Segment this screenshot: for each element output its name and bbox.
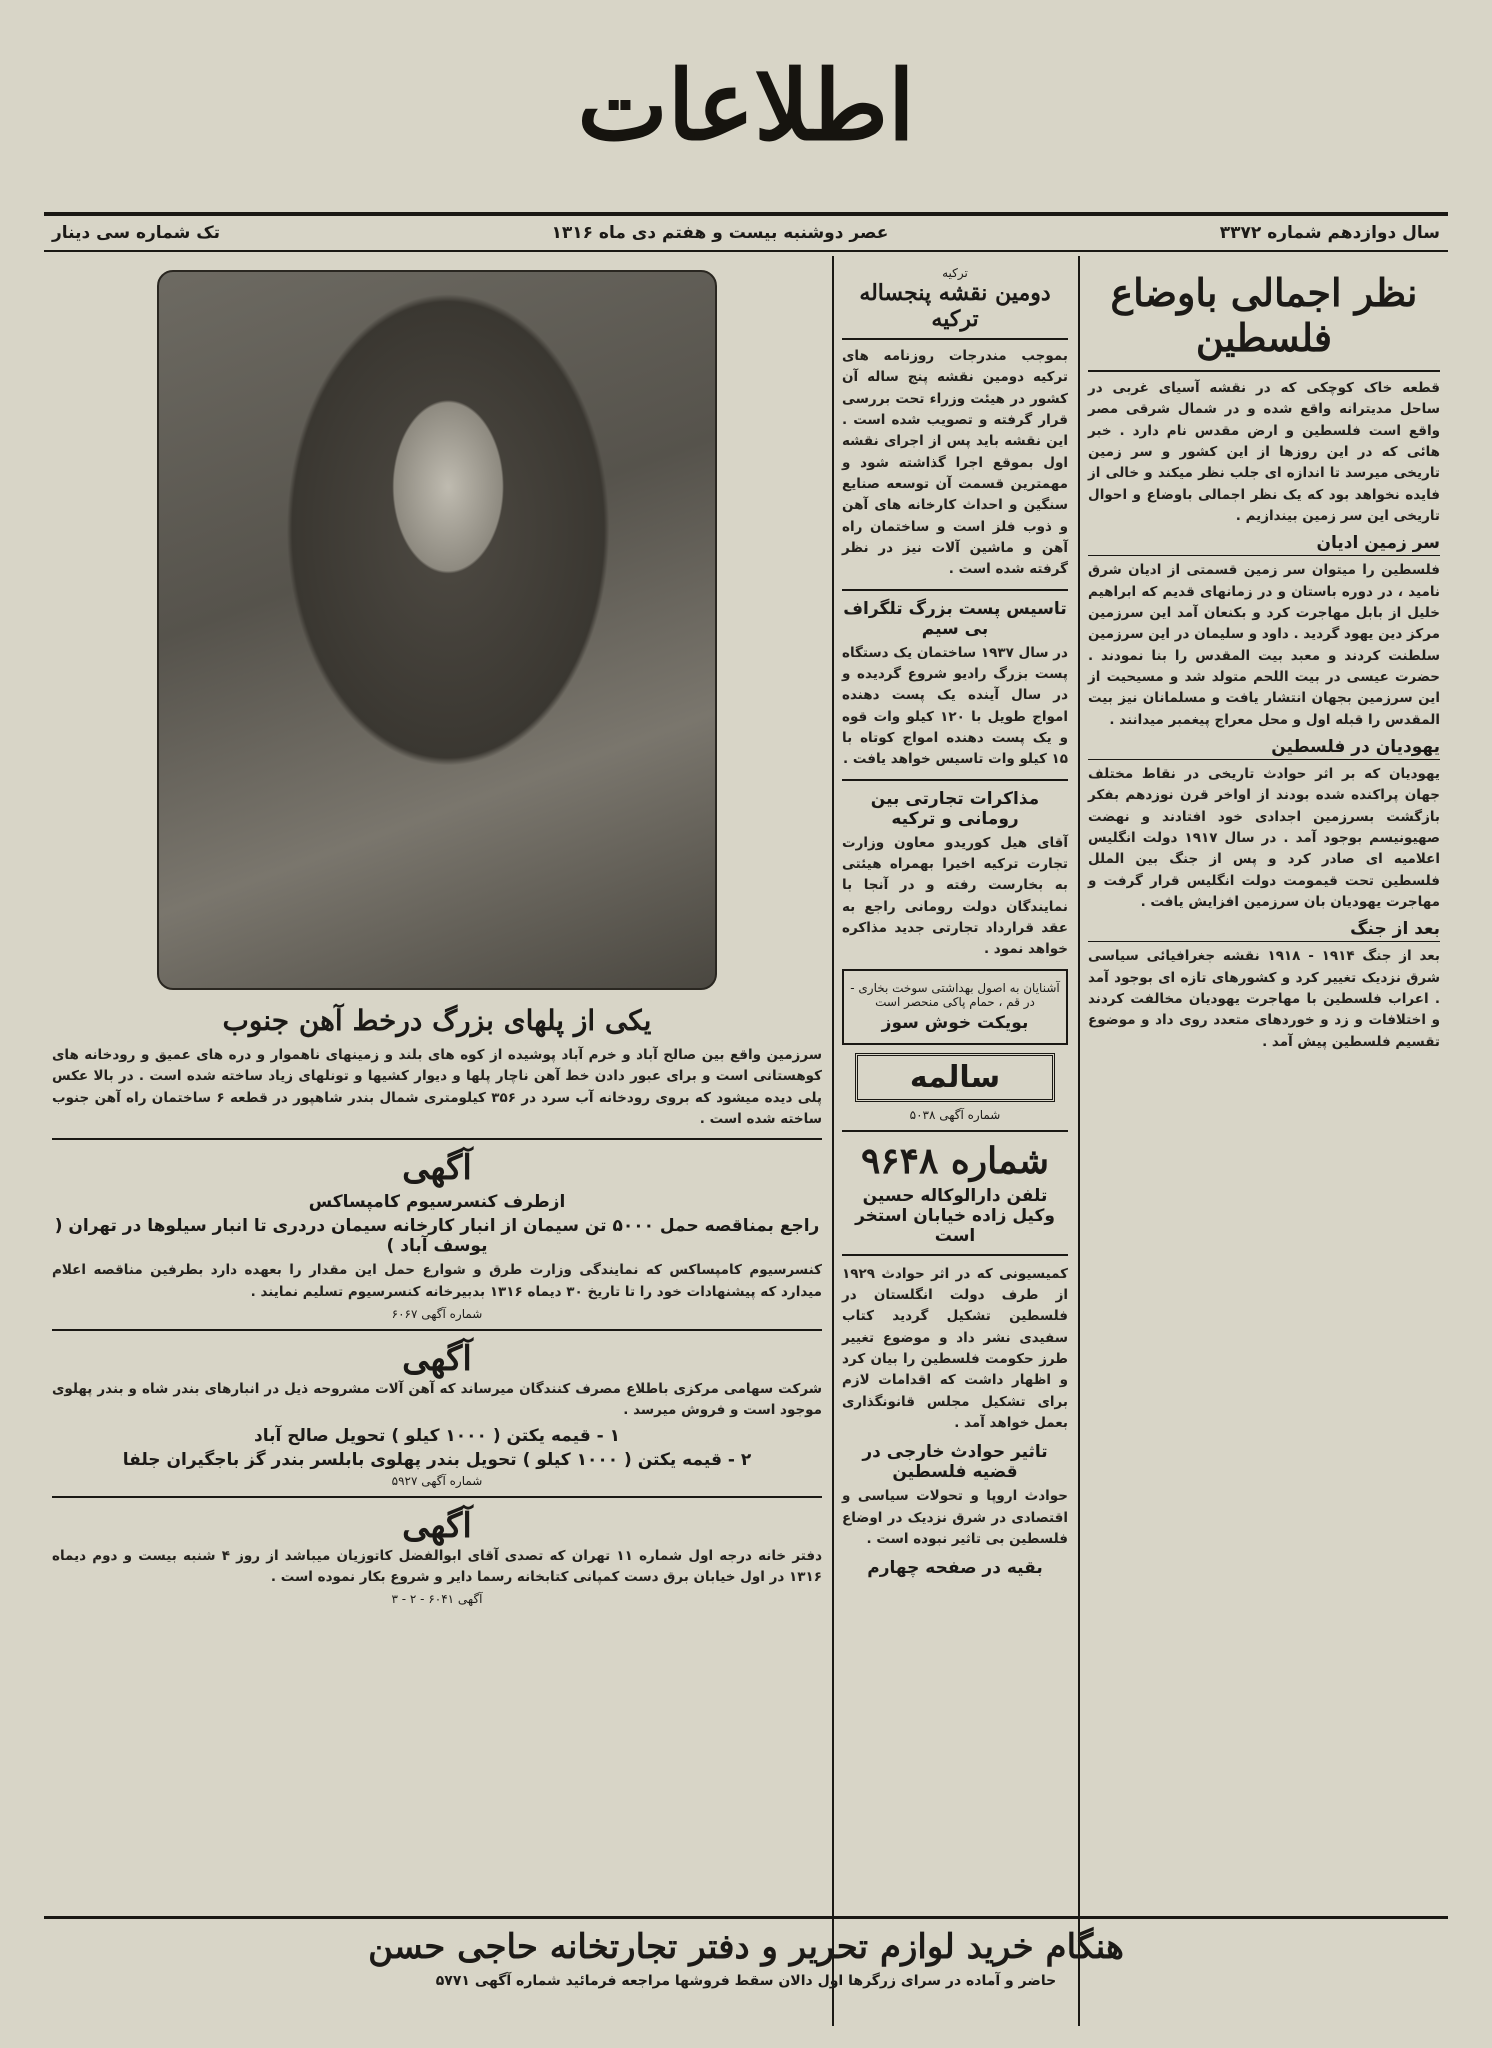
- external-events-body: حوادث اروپا و تحولات سیاسی و اقتصادی در شرق نزدیک در اوضاع فلسطین بی تاثیر نبوده است .: [842, 1488, 1068, 1547]
- divider: [52, 1138, 822, 1140]
- palestine-headline: نظر اجمالی باوضاع فلسطین: [1088, 262, 1440, 372]
- ad-cement-sub: ازطرف کنسرسیوم کامپساکس: [308, 1192, 566, 1213]
- ad-briquette-text: آشنایان به اصول بهداشتی سوخت بخاری - در قم ، حمام پاکی منحصر است: [850, 980, 1060, 1009]
- ad-iron-ref: شماره آگهی ۵۹۲۷: [391, 1473, 483, 1488]
- photo-caption-text: سرزمین واقع بین صالح آباد و خرم آباد پوشیده از کوه های بلند و زمینهای ناهموار و دره های عمیق و رودخانه های کوهستانی است و برای عبور دادن خط آهن ناچار پلها و دیوار کشیها و تونلهای زیاد ساخته شده است . در بالا عکس پلی دیده میشود که بروی رودخانه آب سرد در ۳۵۶ کیلومتری شمال بندر شاهپور در قطعه ۶ ساختمان راه آهن جنوب ساخته شده است .: [52, 1047, 822, 1127]
- continued-note: بقیه در صفحه چهارم: [867, 1558, 1043, 1579]
- ad-briquette: [842, 969, 1068, 1045]
- palestine-intro: قطعه خاک کوچکی که در نقشه آسیای غربی در ساحل مدیترانه واقع شده و در شمال شرقی مصر واقع است فلسطین و ارض مقدس نام دارد . خبر هائی که در این روزها از این کشور و سر زمین تاریخی میرسد تا اندازه ای جلب نظر میکند و خالی از فایده نخواهد بود که یک نظر اجمالی باوضاع و احوال تاریخی این سر زمین بیندازیم .: [1088, 380, 1440, 524]
- footer-headline: هنگام خرید لوازم تحریر و دفتر تجارتخانه حاجی حسن: [368, 1927, 1124, 1967]
- ad-iron-text: شرکت سهامی مرکزی باطلاع مصرف کنندگان میرساند که آهن آلات مشروحه ذیل در انبارهای بندر شاه و بندر پهلوی موجود است و فروش میرسد .: [52, 1380, 822, 1419]
- ad-salmeh-name: سالمه: [855, 1053, 1055, 1102]
- footer-ad: [44, 1916, 1448, 2026]
- romania-headline: مذاکرات تجارتی بین رومانی و ترکیه: [870, 788, 1040, 829]
- issue-number: سال دوازدهم شماره ۳۳۷۲: [1219, 223, 1440, 243]
- ad-cement-text: کنسرسیوم کامپساکس که نمایندگی وزارت طرق و شوارع حمل این مقدار را بعهده دارد بطرفین مناقصه اعلام میدارد که پیشنهادات خود را تا تاریخ ۳۰ دیماه ۱۳۱۶ بدبیرخانه کنسرسیوم تسلیم نمایند .: [52, 1262, 822, 1300]
- ad-iron-item1: ۱ - قیمه یکتن ( ۱۰۰۰ کیلو ) تحویل صالح آباد: [253, 1425, 620, 1446]
- column-turkey: [832, 256, 1076, 2026]
- ad-notary: [52, 1506, 822, 1607]
- issue-price: تک شماره سی دینار: [52, 223, 221, 243]
- divider: [842, 1254, 1068, 1256]
- ad-cement-head: راجع بمناقصه حمل ۵۰۰۰ تن سیمان از انبار کارخانه سیمان دردری تا انبار سیلوها در تهران ( یوسف آباد ): [54, 1216, 820, 1257]
- turkey-body: بموجب مندرجات روزنامه های ترکیه دومین نقشه پنج ساله آن کشور در هیئت وزراء تحت بررسی قرار گرفته و تصویب شده است . این نقشه باید پس از اجرای نقشه اول بموقع اجرا گذاشته شود و مهمترین قسمت آن توسعه صنایع سنگین و احداث کارخانه های آهن و ذوب فلز است و ساختمان راه آهن و ماشین آلات نیز در نظر گرفته شده است .: [842, 348, 1068, 578]
- ad-cement-ref: شماره آگهی ۶۰۶۷: [391, 1306, 483, 1321]
- romania-body: آقای هیل کوریدو معاون وزارت تجارت ترکیه اخیرا بهمراه هیئتی به بخارست رفته و در آنجا با نمایندگان دولت رومانی راجع به عقد قرارداد تجارتی جدید مذاکره خواهد نمود .: [842, 834, 1068, 958]
- ad-notary-text: دفتر خانه درجه اول شماره ۱۱ تهران که تصدی آقای ابوالفضل کاتوزیان میباشد از روز ۴ شنبه بیست و دوم دیماه ۱۳۱۶ در اول خیابان برق دست کمپانی کتابخانه رسما دایر و شروع بکار نموده است .: [52, 1547, 822, 1585]
- bridge-photo: [157, 270, 717, 990]
- ad-lawyer-number: شماره ۹۶۴۸: [860, 1139, 1050, 1182]
- palestine-body-after-war: بعد از جنگ ۱۹۱۴ - ۱۹۱۸ نقشه جغرافیائی سیاسی شرق نزدیک تغییر کرد و کشورهای تازه ای بوجود آمد . اعراب فلسطین با مهاجرت یهودیان مخالفت کردند و اختلافات و زد و خوردهای متعدد روی داد و موضوع تقسیم فلسطین پیش آمد .: [1088, 948, 1440, 1050]
- ad-cement-title: آگهی: [402, 1148, 472, 1189]
- commission-body: کمیسیونی که در اثر حوادث ۱۹۲۹ از طرف دولت انگلستان در فلسطین تشکیل گردید کتاب سفیدی نشر داد و موضوع تغییر طرز حکومت فلسطین را بیان کرد و اظهار داشت که اقدامات لازم برای تشکیل مجلس قانونگذاری بعمل خواهد آمد .: [842, 1265, 1068, 1431]
- ad-iron: [52, 1339, 822, 1488]
- ad-iron-item2: ۲ - قیمه یکتن ( ۱۰۰۰ کیلو ) تحویل بندر پهلوی بابلسر بندر گز باجگیران جلفا: [122, 1449, 752, 1470]
- column-left: [44, 256, 830, 2026]
- palestine-body-jews: یهودیان که بر اثر حوادث تاریخی در نقاط مختلف جهان پراکنده شده بودند از اواخر قرن نوزدهم بفکر بازگشت بسرزمین اجدادی خود افتادند و نهضت صهیونیسم بوجود آمد . در سال ۱۹۱۷ دولت انگلیس اعلامیه ای صادر کرد و پس از جنگ بین الملل فلسطین تحت قیمومت دولت انگلیس قرار گرفت و مهاجرت یهودیان بان سرزمین افزایش یافت .: [1088, 765, 1440, 910]
- palestine-sub-after-war: بعد از جنگ: [1088, 919, 1440, 942]
- palestine-body-religions: فلسطین را میتوان سر زمین قسمتی از ادیان شرق نامید ، در دوره باستان و در زمانهای قدیم که ابراهیم خلیل از بابل مهاجرت کرد و بکنعان آمد این سرزمین مرکز دین یهود گردید . داود و سلیمان در این سرزمین سلطنت کردند و معبد بیت المقدس را بنا نمودند . حضرت عیسی در بیت اللحم متولد شد و مسیحیت از این سرزمین بجهان انتشار یافت و مسلمانان نیز بیت المقدس را قبله اول و محل معراج پیغمبر میدانند .: [1088, 562, 1440, 728]
- column-palestine: [1078, 256, 1448, 2026]
- palestine-sub-jews: یهودیان در فلسطین: [1088, 737, 1440, 760]
- ad-notary-title: آگهی: [402, 1505, 472, 1546]
- divider: [842, 589, 1068, 591]
- footer-line: حاضر و آماده در سرای زرگرها اول دالان سقط فروشها مراجعه فرمائید شماره آگهی ۵۷۷۱: [435, 1973, 1057, 1989]
- radio-body: در سال ۱۹۳۷ ساختمان یک دستگاه پست بزرگ رادیو شروع گردیده و در سال آینده یک پست دهنده امواج طویل با ۱۲۰ کیلو وات قوه و یک پست دهنده امواج کوتاه با ۱۵ کیلو وات تاسیس خواهد یافت .: [842, 644, 1068, 768]
- ad-salmeh-ref: شماره آگهی ۵۰۳۸: [909, 1107, 1001, 1122]
- masthead: [44, 40, 1448, 170]
- external-events-headline: تاثیر حوادث خارجی در قضیه فلسطین: [862, 1442, 1048, 1483]
- ad-cement: [52, 1148, 822, 1321]
- ad-iron-title: آگهی: [402, 1338, 472, 1379]
- photo-caption-head: یکی از پلهای بزرگ درخط آهن جنوب: [222, 1004, 652, 1037]
- ad-briquette-head: بویکت خوش سوز: [881, 1012, 1029, 1033]
- ad-lawyer-text: تلفن دارالوکاله حسین وکیل زاده خیابان استخر است: [855, 1185, 1055, 1246]
- turkey-headline: دومین نقشه پنجساله ترکیه: [842, 280, 1068, 340]
- turkey-section-label: ترکیه: [942, 266, 968, 280]
- divider: [52, 1496, 822, 1498]
- palestine-sub-religions: سر زمین ادیان: [1088, 533, 1440, 556]
- masthead-title: اطلاعات: [577, 48, 915, 162]
- ad-notary-ref: آگهی ۶۰۴۱ - ۲ - ۳: [391, 1592, 483, 1607]
- divider: [842, 779, 1068, 781]
- divider: [842, 1130, 1068, 1132]
- columns: [44, 256, 1448, 2026]
- issue-date: عصر دوشنبه بیست و هفتم دی ماه ۱۳۱۶: [551, 223, 889, 243]
- dateline: [44, 212, 1448, 252]
- divider: [52, 1329, 822, 1331]
- radio-headline: تاسیس پست بزرگ تلگراف بی سیم: [843, 598, 1067, 639]
